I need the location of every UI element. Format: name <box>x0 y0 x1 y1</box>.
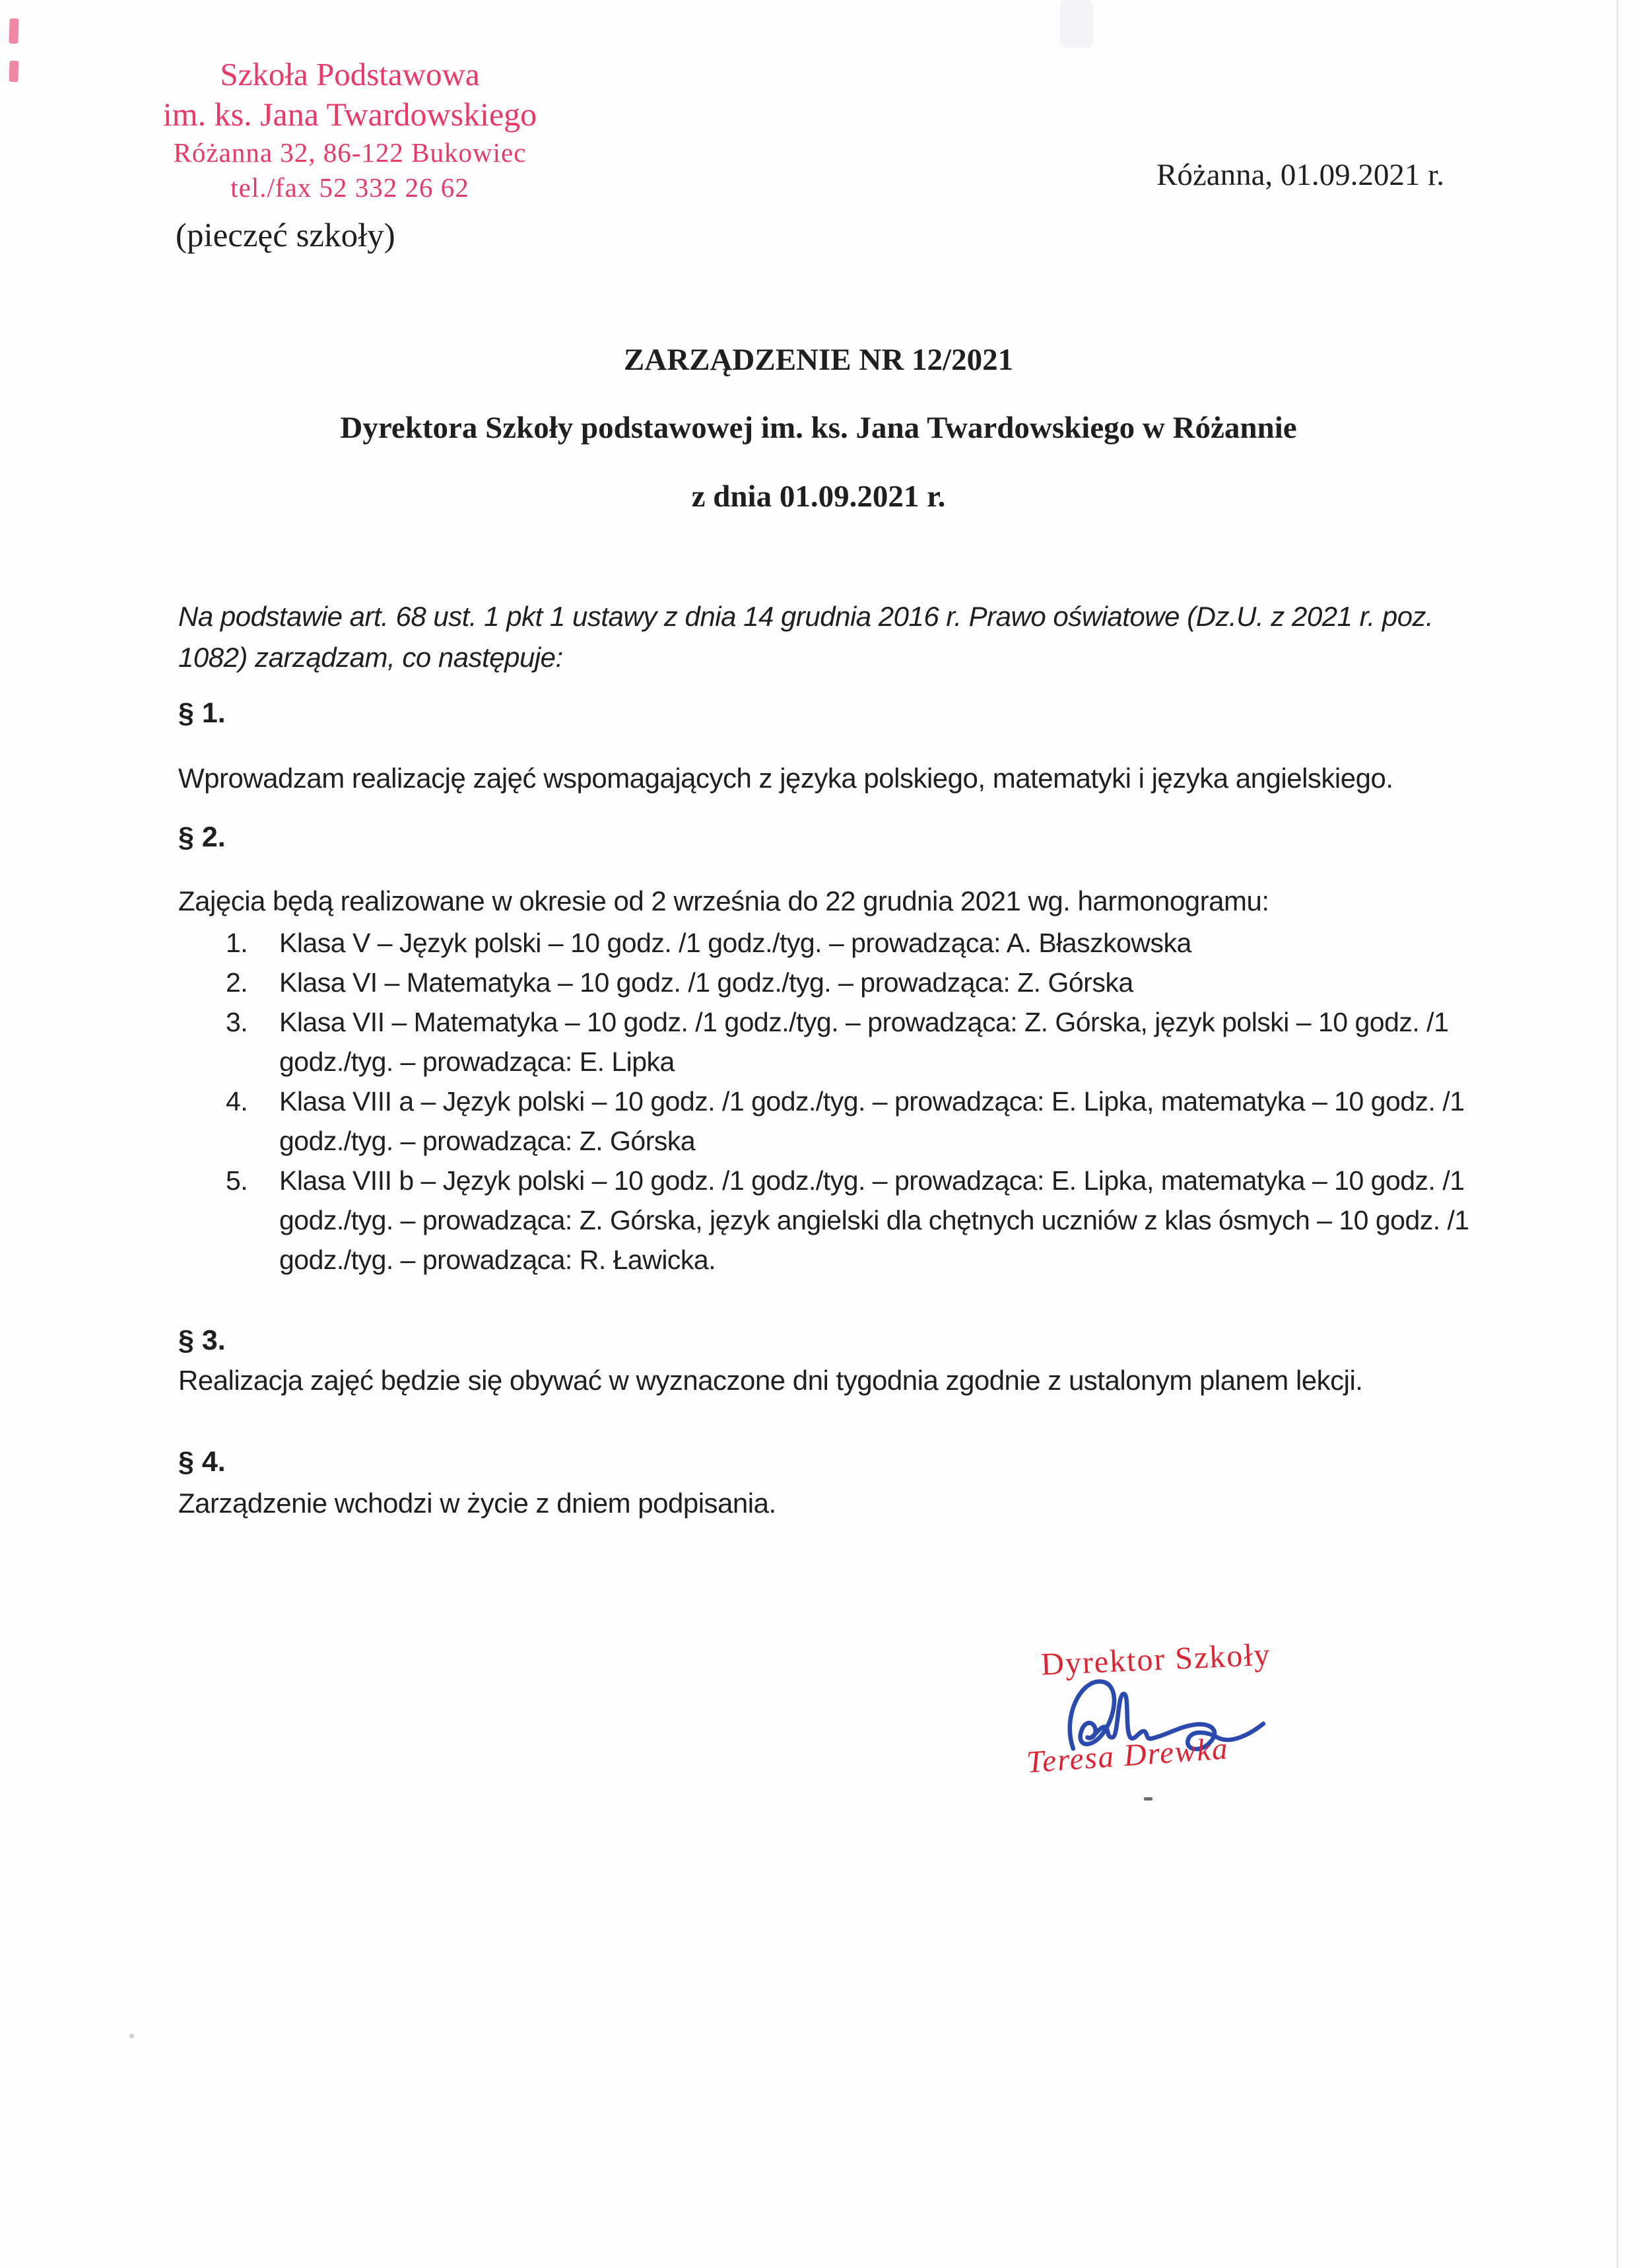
stamp-address: Różanna 32, 86-122 Bukowiec <box>173 137 527 168</box>
stamp-patron-name: im. ks. Jana Twardowskiego <box>162 96 537 133</box>
schedule-item <box>226 1161 1500 1280</box>
order-number-title: ZARZĄDZENIE NR 12/2021 <box>623 343 1014 377</box>
schedule-item-number: 4. <box>226 1086 248 1117</box>
schedule-item-text: Klasa VIII a – Język polski – 10 godz. /1 godz./tyg. – prowadząca: E. Lipka, matematyka – 10 godz. /1 godz./tyg. – prowadząca: Z. Górska <box>279 1086 1465 1156</box>
stamp-phone: tel./fax 52 332 26 62 <box>230 172 469 203</box>
schedule-item-number: 5. <box>226 1165 248 1196</box>
order-issuer-title: Dyrektora Szkoły podstawowej im. ks. Jana Twardowskiego w Różannie <box>340 411 1297 445</box>
scan-artifact-red-mark <box>9 18 18 44</box>
schedule-item-text: Klasa V – Język polski – 10 godz. /1 godz./tyg. – prowadząca: A. Błaszkowska <box>279 928 1191 958</box>
section-3-heading: § 3. <box>178 1324 226 1356</box>
section-3-body: Realizacja zajęć będzie się obywać w wyznaczone dni tygodnia zgodnie z ustalonym planem lekcji. <box>178 1365 1363 1396</box>
legal-basis-paragraph: Na podstawie art. 68 ust. 1 pkt 1 ustawy z dnia 14 grudnia 2016 r. Prawo oświatowe (Dz.U. z 2021 r. poz. 1082) zarządzam, co następuje: <box>178 601 1434 673</box>
stamp-school-name: Szkoła Podstawowa <box>220 56 480 92</box>
director-stamp-name: Teresa Drewka <box>1025 1731 1230 1780</box>
signature-block <box>1025 1637 1337 1826</box>
schedule-item-text: Klasa VI – Matematyka – 10 godz. /1 godz./tyg. – prowadząca: Z. Górska <box>279 967 1133 998</box>
scan-artifact-dot <box>129 2034 134 2038</box>
schedule-item-number: 1. <box>226 928 248 958</box>
schedule-item-number: 3. <box>226 1007 248 1037</box>
scan-artifact-red-mark <box>9 61 18 82</box>
section-1-heading: § 1. <box>178 697 226 729</box>
schedule-item <box>226 1002 1500 1082</box>
scanner-streak-line <box>1617 0 1619 2268</box>
schedule-item-text: Klasa VIII b – Język polski – 10 godz. /1 godz./tyg. – prowadząca: E. Lipka, matematyka – 10 godz. /1 godz./tyg. – prowadząca: Z. Górska, język angielski dla chętnych uczniów z klas ósmych – 10 godz. /1 godz./tyg. – prowadząca: R. Ławicka. <box>279 1165 1469 1275</box>
scan-artifact-smudge <box>1060 0 1093 48</box>
director-stamp-title: Dyrektor Szkoły <box>1040 1637 1272 1682</box>
schedule-item-text: Klasa VII – Matematyka – 10 godz. /1 godz./tyg. – prowadząca: Z. Górska, język polski – 10 godz. /1 godz./tyg. – prowadząca: E. Lipka <box>279 1007 1449 1077</box>
school-stamp <box>155 55 545 205</box>
schedule-list <box>226 923 1500 1280</box>
schedule-item <box>226 1082 1500 1161</box>
section-4-heading: § 4. <box>178 1446 226 1478</box>
section-1-body: Wprowadzam realizację zajęć wspomagających z języka polskiego, matematyki i języka angielskiego. <box>178 763 1393 794</box>
section-2-body: Zajęcia będą realizowane w okresie od 2 września do 22 grudnia 2021 wg. harmonogramu: <box>178 885 1269 916</box>
order-date-title: z dnia 01.09.2021 r. <box>691 479 946 514</box>
schedule-item <box>226 923 1500 963</box>
schedule-item-number: 2. <box>226 967 248 998</box>
section-4-body: Zarządzenie wchodzi w życie z dniem podpisania. <box>178 1488 776 1519</box>
section-2-heading: § 2. <box>178 821 226 853</box>
stamp-caption: (pieczęć szkoły) <box>176 217 395 254</box>
place-date-line: Różanna, 01.09.2021 r. <box>1156 158 1444 192</box>
schedule-item <box>226 963 1500 1002</box>
